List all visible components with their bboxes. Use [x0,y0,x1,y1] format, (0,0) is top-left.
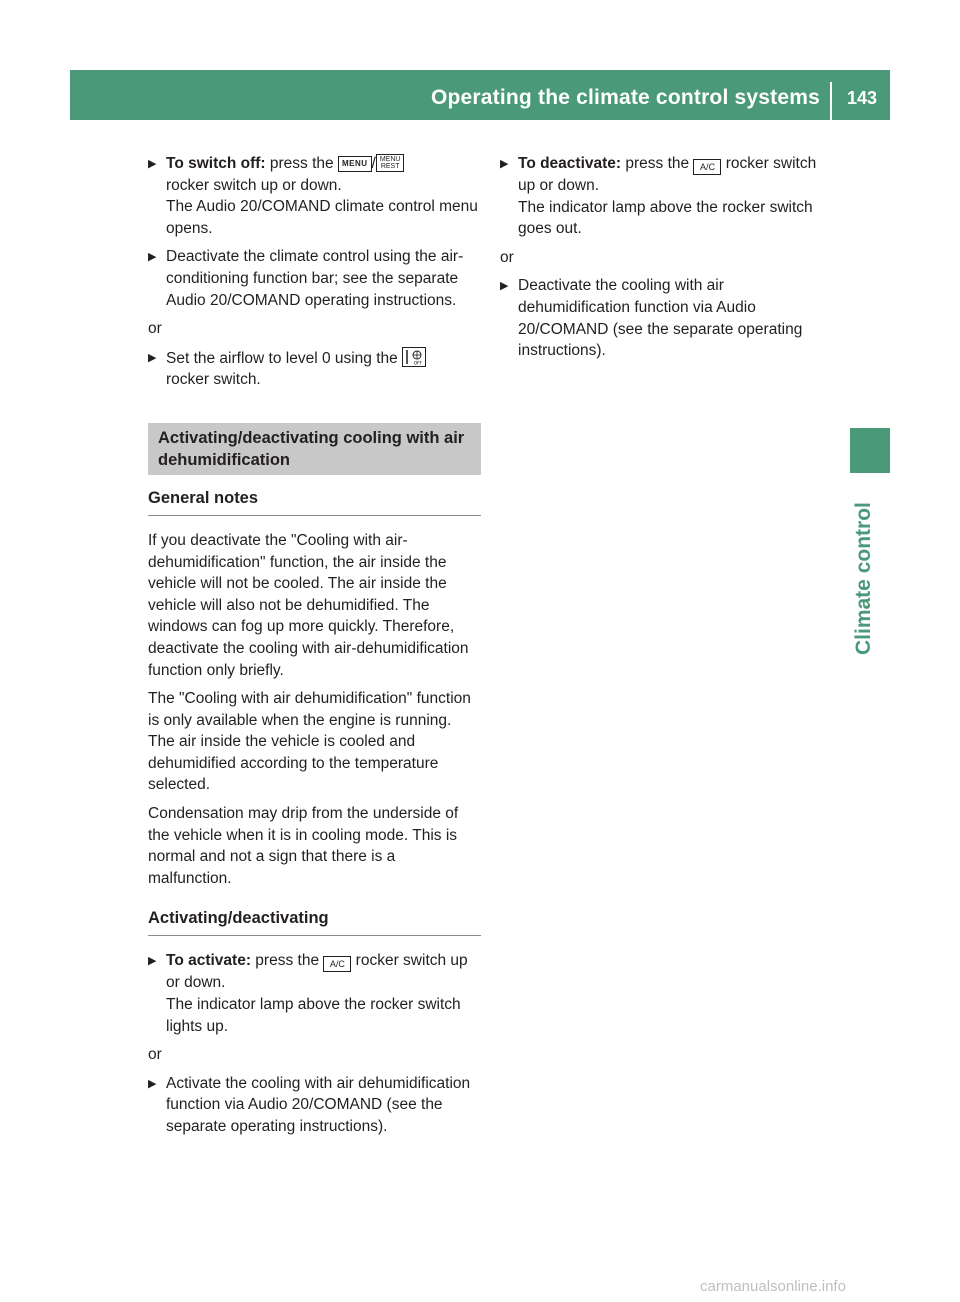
airflow-text [166,347,481,391]
to-deactivate-label: To deactivate: [518,155,622,172]
menu-button-icon: MENU [338,156,372,172]
step-deactivate-bar [148,246,481,311]
left-column [148,153,481,1138]
switch-off-label: To switch off: [166,155,266,172]
airflow-text-after: rocker switch. [166,371,261,389]
fan-off-icon [402,347,426,367]
step-arrow-icon: ▶ [148,251,157,264]
step-airflow [148,347,481,391]
general-notes-p3: Condensation may drip from the underside of the vehicle when it is in cooling mode. This is normal and not a sign that there is a malfunction. [148,805,459,887]
page-number: 143 [846,88,878,108]
switch-off-text-after: rocker switch up or down. [166,176,342,194]
to-deactivate-before: press the [621,155,694,172]
to-activate-before: press the [251,952,324,970]
activate-alt-text: Activate the cooling with air dehumidification function via Audio 20/COMAND (see the separate operating instructions). [166,1074,471,1135]
or-label: or [148,320,162,338]
header-divider [830,82,832,120]
header-bar [70,70,890,120]
step-to-deactivate [500,153,834,240]
chapter-tab [850,428,890,473]
chapter-label: Climate control [852,502,875,655]
step-arrow-icon: ▶ [500,280,509,293]
or-label: or [148,1046,162,1064]
step-arrow-icon: ▶ [500,158,509,170]
to-activate-label: To activate: [166,952,251,970]
step-to-activate [148,950,481,1037]
menu-rest-bottom: REST [380,163,400,170]
switch-off-result: The Audio 20/COMAND climate control menu opens. [166,198,478,237]
general-notes-p1: If you deactivate the "Cooling with air-dehumidification" function, the air inside the vehicle will not be cooled. The air inside the vehicle will also not be dehumidified. The windows can fog up more quickly. Therefore, deactivate the cooling with air-dehumidification function only briefly. [148,531,469,679]
to-activate-after: rocker switch up or down. [166,952,468,992]
page-title: Operating the climate control systems [430,86,820,109]
or-label: or [500,248,514,266]
step-deactivate-alt [500,275,834,361]
switch-off-text [166,153,481,239]
to-deactivate-text [518,153,834,240]
general-notes-heading: General notes [148,487,481,516]
menu-rest-button-icon [376,154,405,172]
to-deactivate-after: rocker switch up or down. [518,155,817,194]
to-activate-result: The indicator lamp above the rocker switch lights up. [166,996,461,1035]
deactivate-bar-text: Deactivate the climate control using the air-conditioning function bar; see the separate Audio 20/COMAND operating instructions. [166,248,464,309]
step-activate-alt [148,1073,481,1138]
step-arrow-icon: ▶ [148,1077,157,1090]
ac-button-icon: A/C [693,159,721,175]
step-switch-off [148,153,481,239]
to-deactivate-result: The indicator lamp above the rocker switch goes out. [518,198,813,238]
slash-separator: / [371,155,376,172]
step-arrow-icon: ▶ [148,351,157,364]
airflow-text-before: Set the airflow to level 0 using the [166,349,403,367]
ac-button-icon: A/C [323,956,351,972]
section-title: Activating/deactivating cooling with air dehumidification [148,423,481,475]
svg-text:OFF: OFF [414,360,422,366]
right-column [500,153,834,362]
deactivate-alt-text: Deactivate the cooling with air dehumidification function via Audio 20/COMAND (see the separate operating instructions). [518,277,803,360]
activating-heading: Activating/deactivating [148,907,481,936]
general-notes-p2: The "Cooling with air dehumidification" function is only available when the engine is running. The air inside the vehicle is cooled and dehumidified according to the temperature selected. [148,690,471,794]
watermark: carmanualsonline.info [700,1278,846,1295]
to-activate-text [166,950,481,1037]
step-arrow-icon: ▶ [148,955,157,968]
menu-rest-top: MENU [379,156,401,163]
switch-off-text-before: press the [265,155,338,172]
step-arrow-icon: ▶ [148,158,157,170]
